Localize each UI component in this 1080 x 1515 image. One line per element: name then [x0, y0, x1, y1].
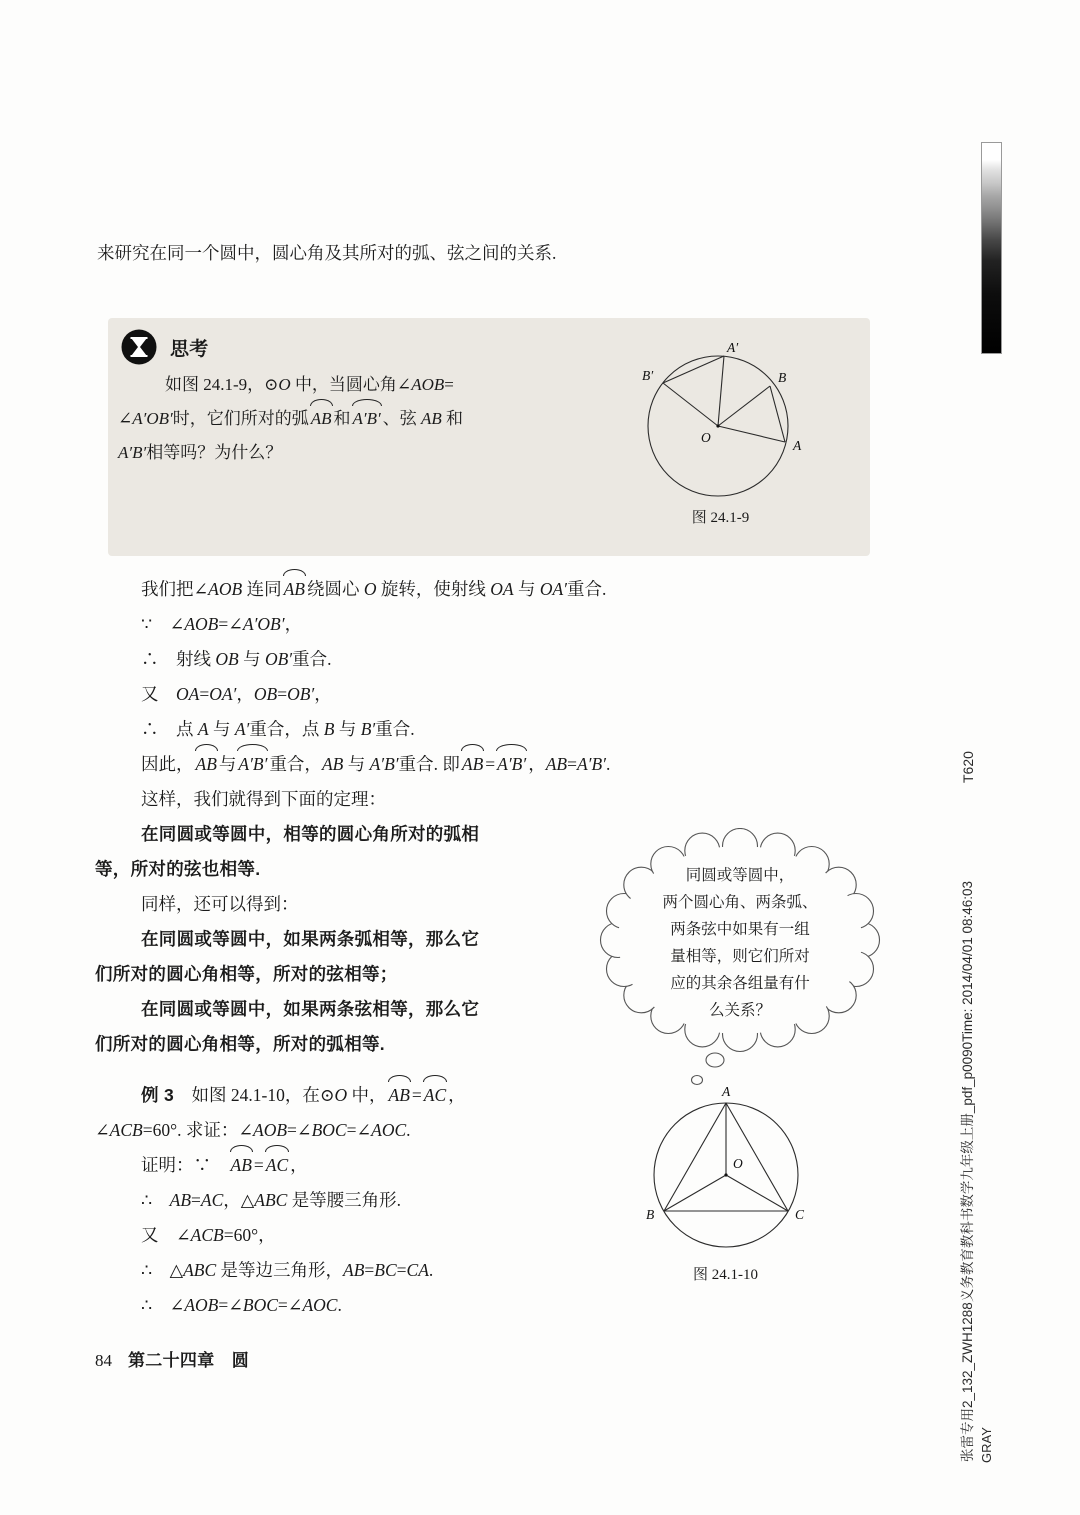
- figure-caption: 图 24.1-10: [693, 1267, 758, 1283]
- text-line: 同样，还可以得到：: [141, 894, 299, 914]
- text-line: ∴ 点 A 与 A′重合，点 B 与 B′重合.: [141, 719, 415, 739]
- watermark-text: 张雷专用2_132_ZWH1288义务教育教科书数学九年级上册_pdf_p0090Time: 2014/04/01 08:46:03: [960, 880, 975, 1462]
- text-line: ∴ △ABC 是等边三角形，AB=BC=CA.: [141, 1260, 434, 1280]
- text-line: 量相等，则它们所对: [670, 948, 810, 965]
- text-line: 应的其余各组量有什: [670, 975, 810, 992]
- fig2-radius-lines: [664, 1103, 788, 1211]
- point-label-c: C: [795, 1207, 805, 1222]
- text-line: 等，所对的弦也相等.: [95, 859, 261, 879]
- scan-calibration-strip: [981, 142, 1002, 354]
- figure-24-1-10: [633, 1085, 818, 1260]
- text-line: 因此， AB 与 A′B′ 重合，AB 与 A′B′重合. 即 AB = A′B′ ，AB=A′B′.: [95, 747, 885, 782]
- text-line: 在同圆或等圆中，如果两条弧相等，那么它: [141, 929, 480, 949]
- text-line: 在同圆或等圆中，相等的圆心角所对的弧相: [141, 824, 480, 844]
- text-line: 又 ∠ACB=60°，: [141, 1225, 276, 1245]
- text-line: 两个圆心角、两条弧、: [662, 894, 818, 911]
- text-line: 两条弦中如果有一组: [670, 921, 810, 938]
- gray-label: GRAY: [979, 1427, 994, 1463]
- text-line: ∵ ∠AOB=∠A′OB′，: [141, 614, 303, 634]
- text-line: ∴ AB=AC，△ABC 是等腰三角形.: [141, 1190, 402, 1210]
- point-label-b: B: [778, 370, 787, 385]
- text-line: 们所对的圆心角相等，所对的弦相等；: [95, 964, 398, 984]
- example-text: [95, 1078, 655, 1323]
- point-label-a: A: [722, 1085, 731, 1099]
- text-line: 我们把∠AOB 连同 AB 绕圆心 O 旋转，使射线 OA 与 OA′重合.: [95, 572, 885, 607]
- center-label-o: O: [701, 430, 711, 445]
- text-line: 同圆或等圆中，: [685, 867, 795, 884]
- center-label-o: O: [733, 1156, 743, 1171]
- text-line: 这样，我们就得到下面的定理：: [141, 789, 386, 809]
- text-line: 例 3 如图 24.1-10，在⊙O 中， AB = AC ，: [95, 1078, 655, 1113]
- point-label-b-prime: B′: [642, 368, 654, 383]
- intro-paragraph: 来研究在同一个圆中，圆心角及其所对的弧、弦之间的关系.: [97, 243, 557, 263]
- text-line: 么关系？: [708, 1002, 771, 1019]
- text-line: ∠A′OB′时，它们所对的弧 AB 和 A′B′ 、弦 AB 和: [118, 402, 638, 436]
- fig1-chords: [663, 356, 785, 442]
- fig1-radius-lines: [663, 356, 785, 442]
- point-label-a: A: [793, 438, 802, 453]
- thought-bubble-trail-large: [706, 1053, 724, 1067]
- text-line: 在同圆或等圆中，如果两条弦相等，那么它: [141, 999, 480, 1019]
- text-line: ∠ACB=60°. 求证：∠AOB=∠BOC=∠AOC.: [95, 1120, 411, 1140]
- hourglass-think-icon: [120, 328, 158, 366]
- figure-24-1-9: [628, 340, 813, 510]
- point-label-b: B: [646, 1207, 655, 1222]
- think-box-title: 思考: [170, 339, 209, 360]
- point-label-a-prime: A′: [727, 340, 739, 355]
- text-line: 证明：∵ AB = AC ，: [95, 1148, 655, 1183]
- text-line: 如图 24.1-9，⊙O 中，当圆心角∠AOB=: [165, 375, 454, 394]
- text-line: 又 OA=OA′，OB=OB′，: [141, 684, 332, 704]
- text-line: A′B′相等吗？为什么？: [118, 443, 283, 462]
- figure-caption: 图 24.1-9: [691, 510, 750, 526]
- page-footer: [95, 1346, 249, 1376]
- sidebar-code: T620: [960, 751, 976, 783]
- thought-bubble-trail-small: [692, 1076, 703, 1085]
- thought-bubble-text: [625, 862, 855, 1024]
- page-number: 84: [95, 1351, 112, 1370]
- text-line: 们所对的圆心角相等，所对的弧相等.: [95, 1034, 385, 1054]
- text-line: ∴ 射线 OB 与 OB′重合.: [141, 649, 332, 669]
- text-line: ∴ ∠AOB=∠BOC=∠AOC.: [141, 1295, 342, 1315]
- chapter-title: 第二十四章 圆: [128, 1351, 250, 1370]
- think-box-text: [118, 368, 638, 470]
